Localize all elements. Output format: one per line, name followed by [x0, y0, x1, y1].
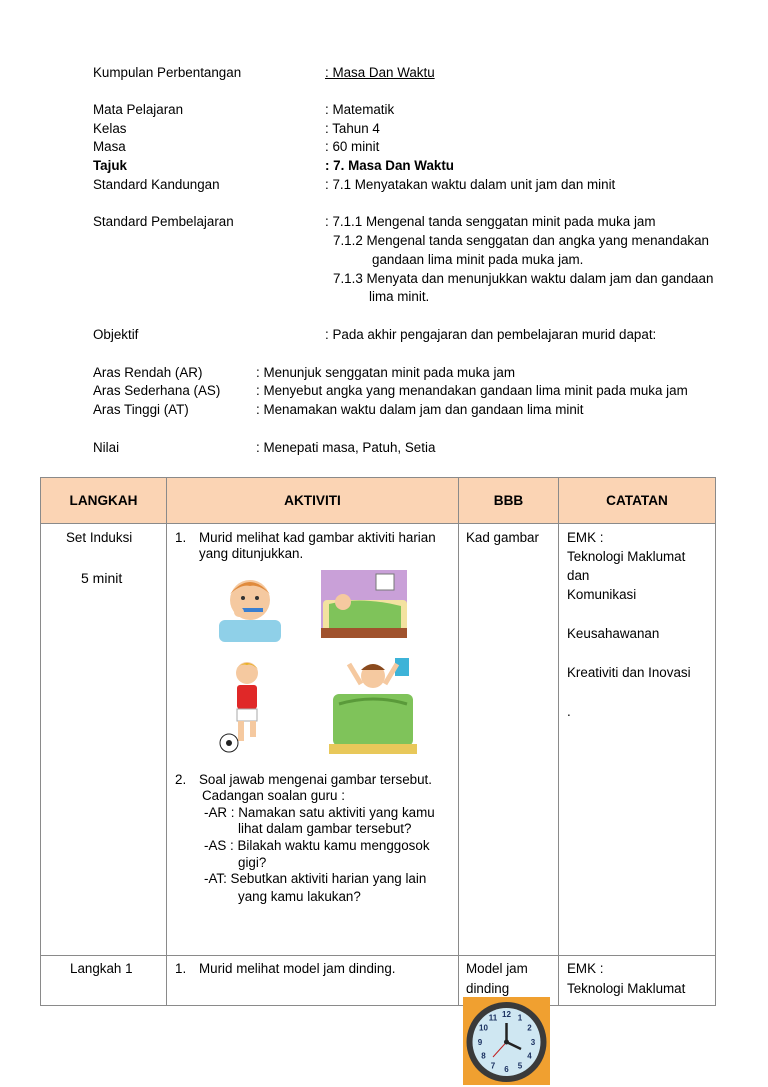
bbb-line: dinding	[466, 981, 510, 996]
clock-number: 5	[517, 1061, 523, 1071]
sk-value: : 7.1 Menyatakan waktu dalam unit jam dan minit	[325, 177, 616, 192]
girl-sleeping-image	[321, 570, 407, 638]
boy-playing-football-image	[217, 659, 277, 754]
clock-number: 1	[517, 1013, 523, 1023]
act2-line-c: -AR : Namakan satu aktiviti yang kamu	[204, 805, 435, 820]
bbb-cell	[459, 524, 559, 956]
act2-line-a: Soal jawab mengenai gambar tersebut.	[199, 772, 432, 787]
act1-line-a: Murid melihat model jam dinding.	[199, 961, 396, 976]
table-row	[41, 956, 716, 1006]
act2-line-g: -AT: Sebutkan aktiviti harian yang lain	[204, 871, 427, 886]
ar-label: Aras Rendah (AR)	[93, 365, 203, 380]
clock-number: 12	[502, 1010, 511, 1019]
masa-label: Masa	[93, 139, 126, 154]
act1-line-b: yang ditunjukkan.	[199, 546, 304, 561]
catatan-cell	[559, 524, 716, 956]
act1-num: 1.	[175, 961, 187, 976]
clock-number: 10	[479, 1023, 488, 1033]
objektif-value: : Pada akhir pengajaran dan pembelajaran murid dapat:	[325, 327, 657, 342]
clock-number: 2	[527, 1023, 532, 1033]
at-value: : Menamakan waktu dalam jam dan gandaan lima minit	[256, 402, 584, 417]
clock-number: 8	[481, 1051, 486, 1061]
act2-line-f: gigi?	[238, 855, 267, 870]
sp-label: Standard Pembelajaran	[93, 214, 234, 229]
act1-num: 1.	[175, 530, 187, 545]
sp-item-2a: 7.1.2 Mengenal tanda senggatan dan angka yang menandakan	[333, 233, 709, 248]
sp-item-2b: gandaan lima minit pada muka jam.	[372, 252, 584, 267]
catatan-line: Komunikasi	[567, 587, 637, 602]
nilai-label: Nilai	[93, 440, 120, 455]
langkah-text: Langkah 1	[70, 961, 133, 976]
header-aktiviti: AKTIVITI	[167, 478, 459, 524]
tajuk-value: : 7. Masa Dan Waktu	[325, 158, 454, 173]
tajuk-label: Tajuk	[93, 158, 127, 173]
masa-value: : 60 minit	[325, 139, 380, 154]
langkah-cell	[41, 956, 167, 1006]
mapel-value: : Matematik	[325, 102, 395, 117]
act2-line-e: -AS : Bilakah waktu kamu menggosok	[204, 838, 430, 853]
act2-line-b: Cadangan soalan guru :	[202, 788, 345, 803]
catatan-line: Teknologi Maklumat	[567, 981, 686, 996]
catatan-line: .	[567, 704, 571, 719]
boy-waking-up-image	[329, 654, 417, 754]
clock-number: 6	[504, 1065, 509, 1074]
catatan-line: Kreativiti dan Inovasi	[567, 665, 691, 680]
kelas-value: : Tahun 4	[325, 121, 380, 136]
bbb-text: Kad gambar	[466, 530, 539, 545]
langkah-cell	[41, 524, 167, 956]
sp-item-3b: lima minit.	[369, 289, 430, 304]
clock-number: 3	[530, 1038, 536, 1047]
catatan-cell	[559, 956, 716, 1006]
clock-number: 7	[490, 1061, 496, 1071]
bbb-line: Model jam	[466, 961, 528, 976]
act2-line-d: lihat dalam gambar tersebut?	[238, 821, 412, 836]
act1-line-a: Murid melihat kad gambar aktiviti harian	[199, 530, 436, 545]
catatan-line: dan	[567, 568, 590, 583]
kumpulan-value: : Masa Dan Waktu	[325, 65, 435, 80]
boy-brushing-teeth-image	[219, 572, 281, 642]
header-langkah: LANGKAH	[41, 478, 167, 524]
catatan-line: EMK :	[567, 530, 604, 545]
langkah-text: Set Induksi	[66, 530, 133, 545]
header-bbb: BBB	[459, 478, 559, 524]
at-label: Aras Tinggi (AT)	[93, 402, 189, 417]
kumpulan-label: Kumpulan Perbentangan	[93, 65, 242, 80]
sk-label: Standard Kandungan	[93, 177, 220, 192]
nilai-value: : Menepati masa, Patuh, Setia	[256, 440, 436, 455]
catatan-line: Keusahawanan	[567, 626, 660, 641]
clock-number: 11	[488, 1013, 498, 1023]
clock-number: 9	[477, 1038, 483, 1047]
objektif-label: Objektif	[93, 327, 139, 342]
header-catatan: CATATAN	[559, 478, 716, 524]
aktiviti-cell	[167, 524, 459, 956]
clock-number: 4	[527, 1051, 532, 1061]
act2-line-h: yang kamu lakukan?	[238, 889, 361, 904]
lesson-table	[40, 477, 716, 1006]
aktiviti-cell	[167, 956, 459, 1006]
as-value: : Menyebut angka yang menandakan gandaan lima minit pada muka jam	[256, 383, 688, 398]
act2-num: 2.	[175, 772, 187, 787]
time-text: 5 minit	[81, 570, 123, 586]
as-label: Aras Sederhana (AS)	[93, 383, 221, 398]
wall-clock-image	[463, 997, 550, 1085]
table-header-row	[41, 478, 716, 524]
catatan-line: Teknologi Maklumat	[567, 549, 686, 564]
ar-value: : Menunjuk senggatan minit pada muka jam	[256, 365, 516, 380]
catatan-line: EMK :	[567, 961, 604, 976]
sp-item-3a: 7.1.3 Menyata dan menunjukkan waktu dalam jam dan gandaan	[333, 271, 714, 286]
sp-item-1: : 7.1.1 Mengenal tanda senggatan minit pada muka jam	[325, 214, 656, 229]
table-row	[41, 524, 716, 956]
mapel-label: Mata Pelajaran	[93, 102, 184, 117]
kelas-label: Kelas	[93, 121, 127, 136]
